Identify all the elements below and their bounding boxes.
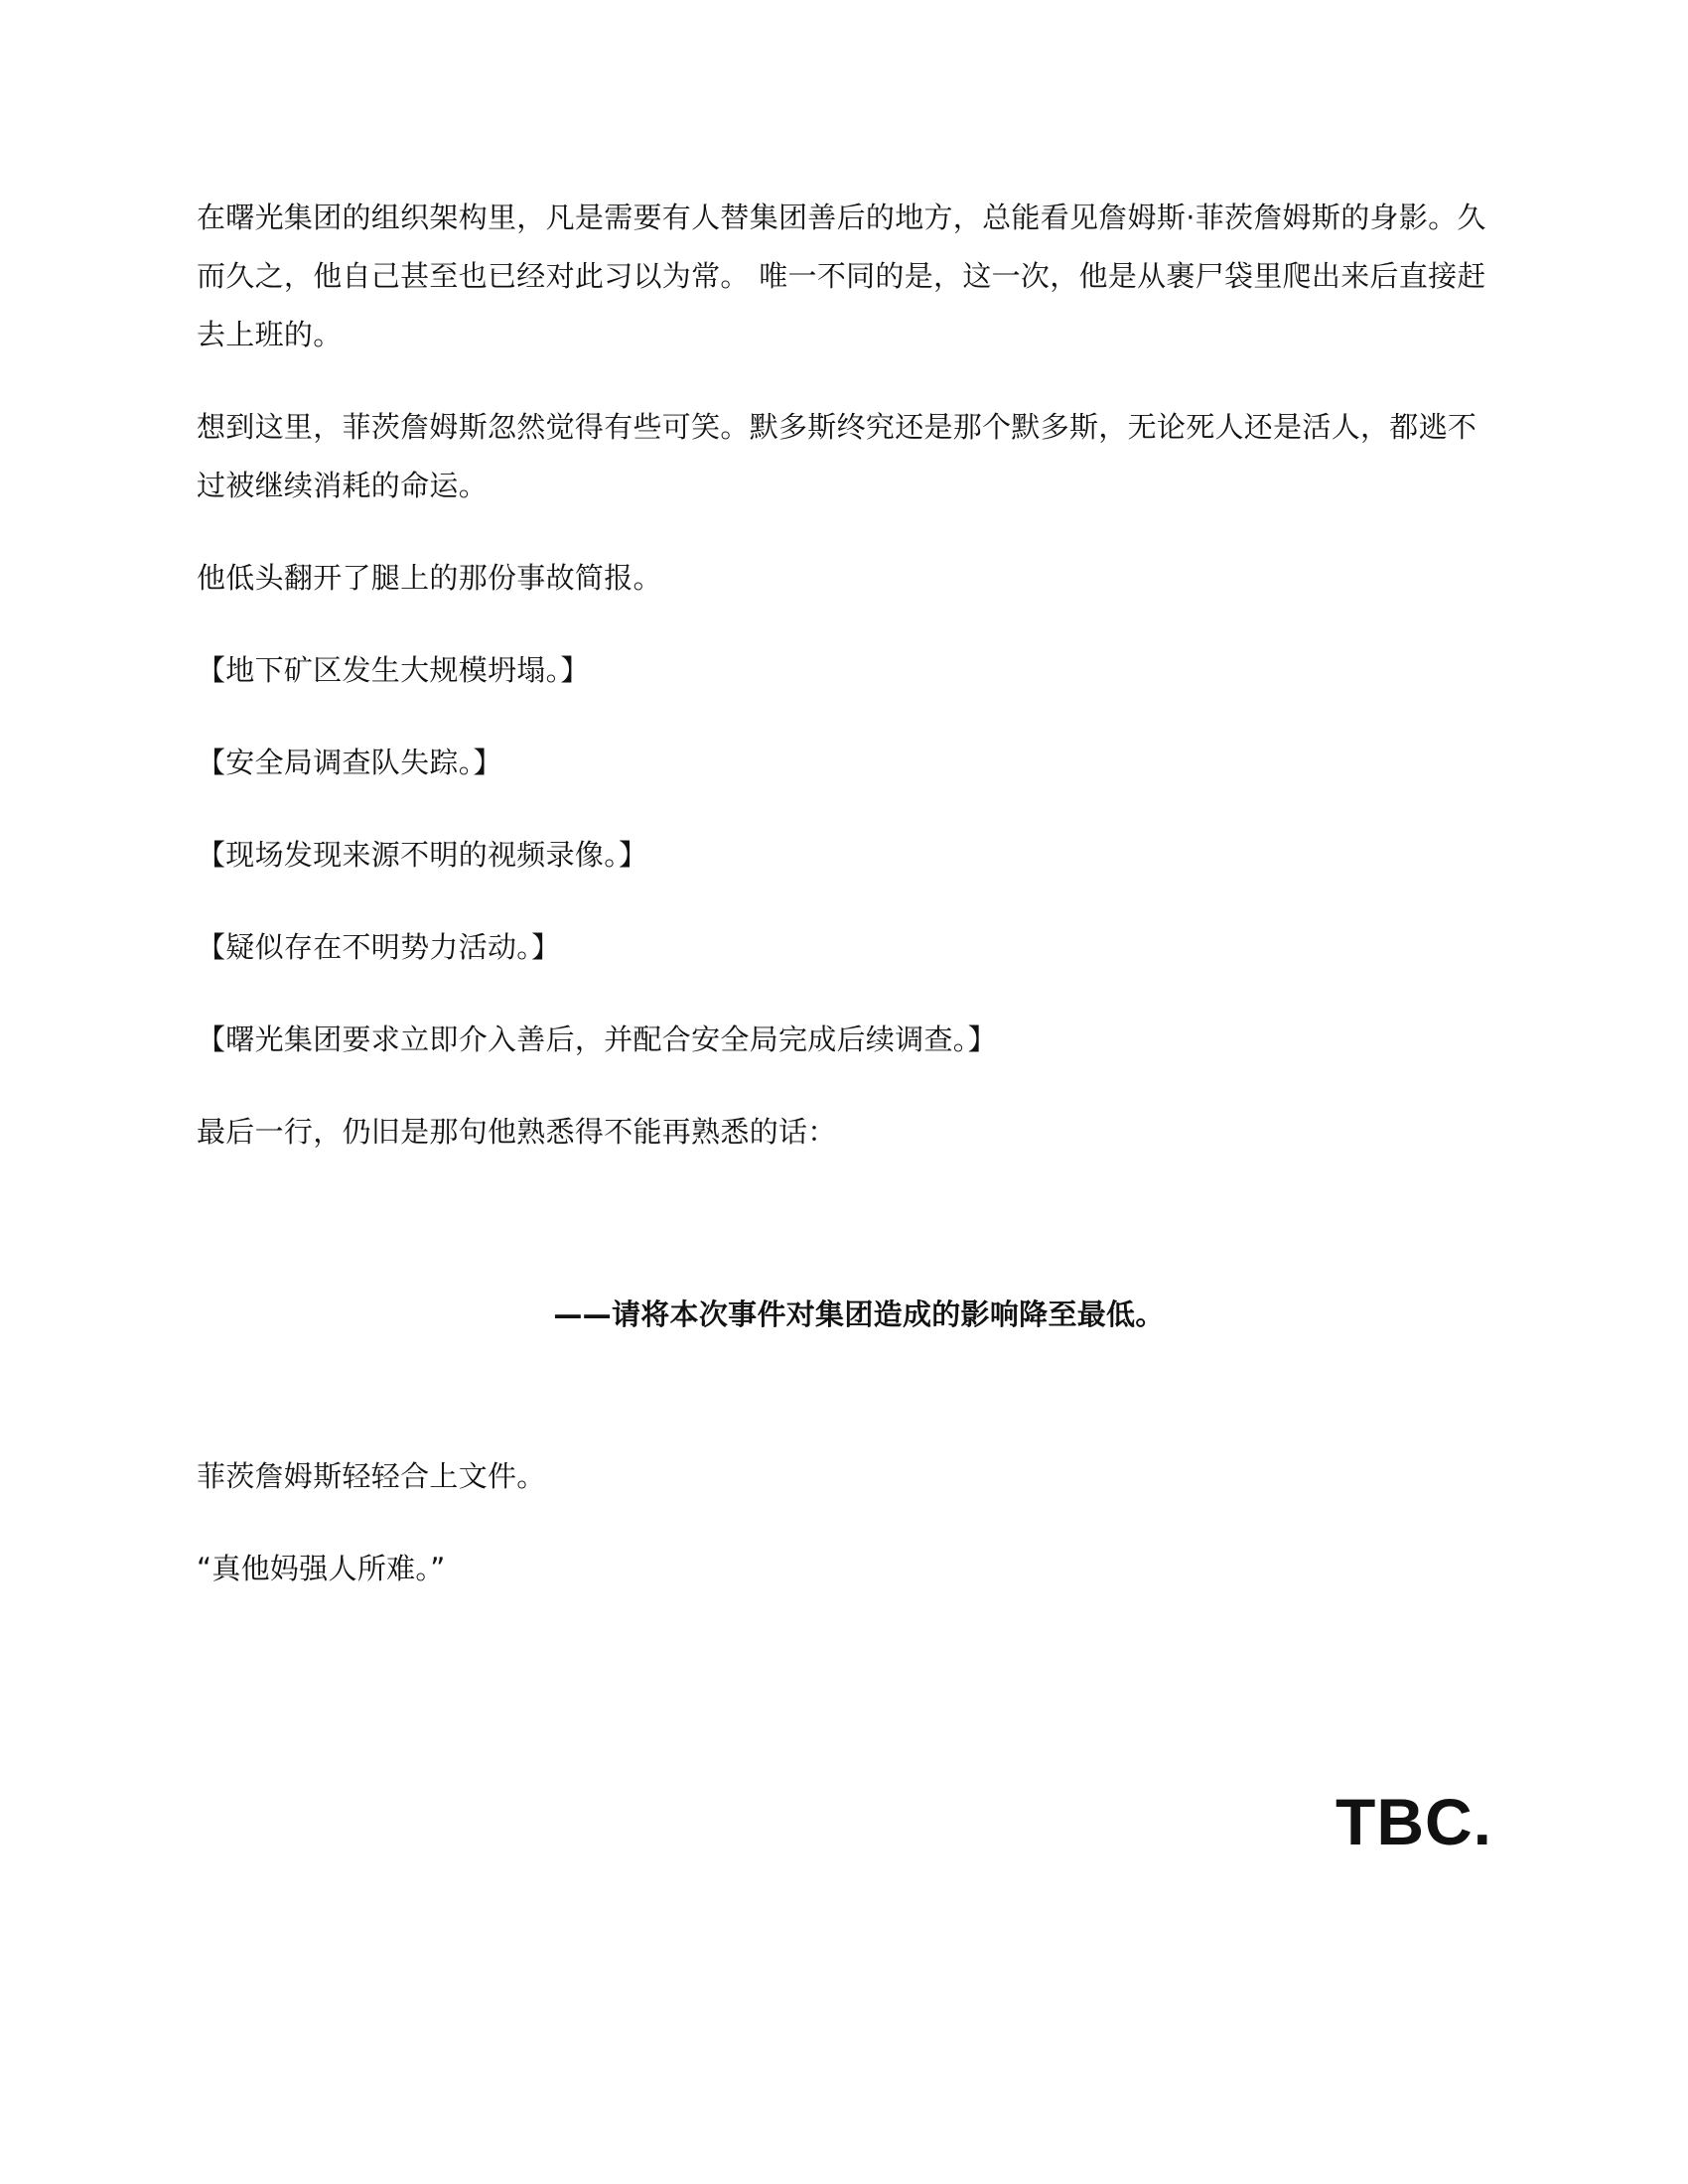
briefing-item-1: 【地下矿区发生大规模坍塌。】 xyxy=(197,653,590,687)
closing-line-1: 菲茨詹姆斯轻轻合上文件。 xyxy=(197,1459,546,1493)
briefing-item-5: 【曙光集团要求立即介入善后，并配合安全局完成后续调查。】 xyxy=(197,1023,997,1056)
paragraph-1: 在曙光集团的组织架构里，凡是需要有人替集团善后的地方，总能看见詹姆斯·菲茨詹姆斯的身影。久而久之，他自己甚至也已经对此习以为常。 唯一不同的是，这一次，他是从裹尸袋里爬出来后直接赶去上班的。 xyxy=(197,201,1486,351)
bold-quote: ——请将本次事件对集团造成的影响降至最低。 xyxy=(553,1297,1165,1331)
last-line-intro: 最后一行，仍旧是那句他熟悉得不能再熟悉的话： xyxy=(197,1115,837,1149)
tbc-mark: TBC. xyxy=(1336,1785,1492,1858)
briefing-item-2: 【安全局调查队失踪。】 xyxy=(197,746,502,779)
closing-line-2: “真他妈强人所难。” xyxy=(197,1552,446,1585)
main-text xyxy=(197,189,1487,1195)
paragraph-3: 他低头翻开了腿上的那份事故简报。 xyxy=(197,561,662,595)
paragraph-2: 想到这里，菲茨詹姆斯忽然觉得有些可笑。默多斯终究还是那个默多斯，无论死人还是活人，都逃不过被继续消耗的命运。 xyxy=(197,410,1477,502)
briefing-item-4: 【疑似存在不明势力活动。】 xyxy=(197,930,561,964)
closing-text xyxy=(197,1447,1487,1632)
briefing-item-3: 【现场发现来源不明的视频录像。】 xyxy=(197,838,648,872)
